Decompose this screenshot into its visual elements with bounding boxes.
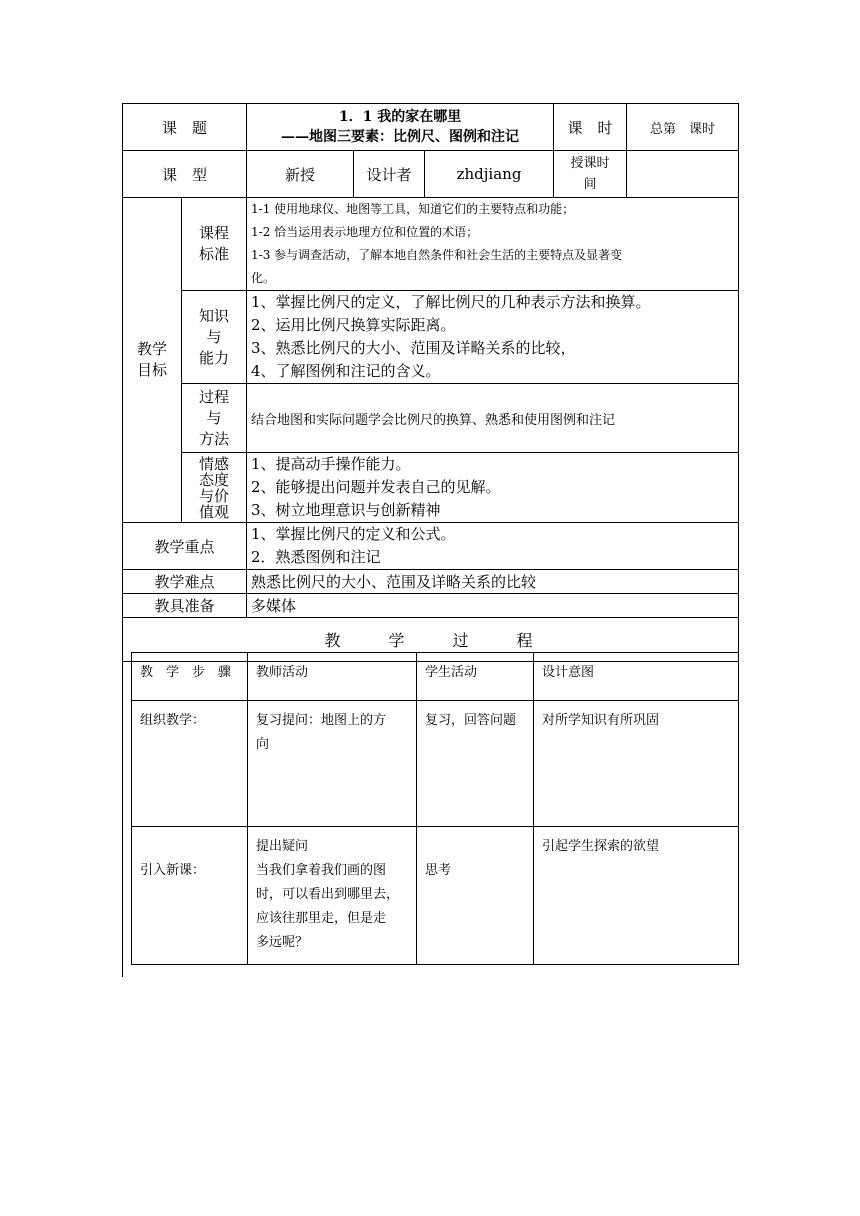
process-row-2-step: 引入新课： [132, 827, 248, 965]
emotion-label [182, 453, 247, 523]
process-row-1-student: 复习，回答问题 [417, 701, 534, 827]
teacher-line: 多远呢？ [256, 935, 309, 950]
key-points-label: 教学重点 [123, 523, 247, 570]
standard-line: 1-1 使用地球仪、地图等工具，知道它们的主要特点和功能； [251, 202, 575, 216]
knowledge-label-3: 能力 [199, 348, 230, 367]
lesson-title [247, 104, 554, 151]
process-header-step: 教 学 步 骤 [132, 653, 248, 701]
knowledge-line: 1、掌握比例尺的定义，了解比例尺的几种表示方法和换算。 [251, 293, 651, 311]
process-row-2-teacher [248, 827, 417, 965]
lesson-title-line-1: 1．1 我的家在哪里 [338, 109, 462, 125]
teacher-line: 应该往那里走，但是走 [256, 911, 387, 926]
key-points-content [247, 523, 739, 570]
key-point-line: 2．熟悉图例和注记 [251, 548, 381, 566]
process-title: 教学过程 [123, 618, 739, 662]
process-row-1-step: 组织教学： [132, 701, 248, 827]
emotion-line: 2、能够提出问题并发表自己的见解。 [251, 478, 501, 496]
teacher-line: 提出疑问 [256, 839, 309, 854]
knowledge-line: 3、熟悉比例尺的大小、范围及详略关系的比较， [251, 339, 576, 357]
standard-label [182, 198, 247, 291]
teacher-line: 当我们拿着我们画的图 [256, 863, 387, 878]
teach-time-value [627, 151, 739, 198]
objectives-label-1: 教学 [136, 340, 167, 358]
process-table [131, 652, 739, 965]
standard-label-1: 课程 [199, 224, 230, 242]
process-header-teacher: 教师活动 [248, 653, 417, 701]
standard-line: 化。 [251, 271, 276, 285]
process-row-1-intent: 对所学知识有所巩固 [534, 701, 739, 827]
standard-label-2: 标准 [199, 245, 230, 263]
process-header-intent: 设计意图 [534, 653, 739, 701]
process-row-2-student: 思考 [417, 827, 534, 965]
process-label-1: 过程 [199, 387, 230, 406]
designer-value: zhdjiang [425, 151, 554, 198]
emotion-line: 3、树立地理意识与创新精神 [251, 501, 441, 519]
objectives-label-2: 目标 [136, 361, 167, 379]
difficulty-content: 熟悉比例尺的大小、范围及详略关系的比较 [247, 570, 739, 594]
teacher-line: 向 [256, 737, 270, 752]
process-label-3: 方法 [199, 429, 230, 448]
knowledge-content [247, 291, 739, 384]
process-row-1-teacher [248, 701, 417, 827]
knowledge-label [182, 291, 247, 384]
emotion-label-4: 值观 [199, 502, 230, 521]
teach-time-label-1: 授课时 [570, 156, 610, 171]
process-row-2-intent: 引起学生探索的欲望 [534, 827, 739, 965]
emotion-label-1: 情感 [199, 454, 230, 473]
knowledge-line: 2、运用比例尺换算实际距离。 [251, 316, 456, 334]
tools-label: 教具准备 [123, 594, 247, 618]
teacher-line: 复习提问：地图上的方 [256, 713, 387, 728]
teach-time-label-2: 间 [583, 177, 597, 192]
emotion-content [247, 453, 739, 523]
standard-content [247, 198, 739, 291]
hours-label: 课 时 [554, 104, 627, 151]
standard-line: 1-2 恰当运用表示地理方位和位置的术语； [251, 225, 479, 239]
process-header-student: 学生活动 [417, 653, 534, 701]
lesson-title-line-2: ——地图三要素：比例尺、图例和注记 [281, 129, 520, 145]
emotion-label-3: 与价 [199, 486, 230, 505]
designer-label: 设计者 [354, 151, 425, 198]
process-label [182, 384, 247, 453]
knowledge-label-1: 知识 [199, 306, 230, 325]
type-label: 课 型 [123, 151, 247, 198]
process-content: 结合地图和实际问题学会比例尺的换算、熟悉和使用图例和注记 [247, 384, 739, 453]
hours-value: 总第 课时 [627, 104, 739, 151]
topic-label: 课 题 [123, 104, 247, 151]
type-value: 新授 [247, 151, 354, 198]
process-label-2: 与 [206, 408, 222, 427]
knowledge-label-2: 与 [206, 327, 222, 346]
difficulty-label: 教学难点 [123, 570, 247, 594]
emotion-line: 1、提高动手操作能力。 [251, 455, 411, 473]
knowledge-line: 4、了解图例和注记的含义。 [251, 362, 441, 380]
tools-content: 多媒体 [247, 594, 739, 618]
teach-time-label [554, 151, 627, 198]
key-point-line: 1、掌握比例尺的定义和公式。 [251, 525, 456, 543]
emotion-label-2: 态度 [199, 470, 230, 489]
objectives-label [123, 198, 182, 523]
teacher-line: 时，可以看出到哪里去， [256, 887, 400, 902]
standard-line: 1-3 参与调查活动，了解本地自然条件和社会生活的主要特点及显著变 [251, 248, 623, 262]
